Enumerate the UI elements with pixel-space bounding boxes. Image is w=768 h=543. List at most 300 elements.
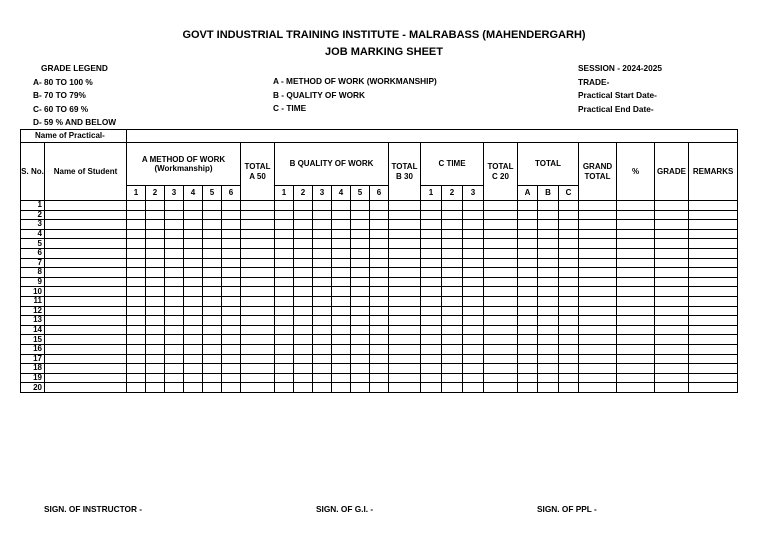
mark-cell[interactable] [127,268,146,278]
mark-cell[interactable] [389,277,421,287]
mark-cell[interactable] [184,201,203,211]
mark-cell[interactable] [332,239,351,249]
mark-cell[interactable] [165,258,184,268]
mark-cell[interactable] [421,296,442,306]
mark-cell[interactable] [484,373,518,383]
mark-cell[interactable] [146,268,165,278]
mark-cell[interactable] [146,277,165,287]
mark-cell[interactable] [421,306,442,316]
mark-cell[interactable] [442,354,463,364]
mark-cell[interactable] [294,239,313,249]
mark-cell[interactable] [184,306,203,316]
mark-cell[interactable] [463,296,484,306]
mark-cell[interactable] [617,344,655,354]
mark-cell[interactable] [463,306,484,316]
mark-cell[interactable] [127,296,146,306]
mark-cell[interactable] [313,239,332,249]
mark-cell[interactable] [146,335,165,345]
mark-cell[interactable] [655,306,689,316]
mark-cell[interactable] [538,268,559,278]
mark-cell[interactable] [421,229,442,239]
mark-cell[interactable] [617,258,655,268]
mark-cell[interactable] [518,325,538,335]
mark-cell[interactable] [559,364,579,374]
mark-cell[interactable] [463,373,484,383]
mark-cell[interactable] [518,316,538,326]
mark-cell[interactable] [538,373,559,383]
mark-cell[interactable] [689,229,738,239]
mark-cell[interactable] [484,296,518,306]
mark-cell[interactable] [370,364,389,374]
mark-cell[interactable] [351,248,370,258]
mark-cell[interactable] [579,325,617,335]
mark-cell[interactable] [275,316,294,326]
mark-cell[interactable] [655,335,689,345]
mark-cell[interactable] [184,373,203,383]
mark-cell[interactable] [184,383,203,393]
mark-cell[interactable] [313,316,332,326]
mark-cell[interactable] [463,364,484,374]
student-name-cell[interactable] [45,248,127,258]
mark-cell[interactable] [203,306,222,316]
mark-cell[interactable] [579,268,617,278]
mark-cell[interactable] [389,306,421,316]
mark-cell[interactable] [146,239,165,249]
mark-cell[interactable] [655,210,689,220]
mark-cell[interactable] [146,316,165,326]
mark-cell[interactable] [332,201,351,211]
mark-cell[interactable] [275,268,294,278]
mark-cell[interactable] [275,287,294,297]
mark-cell[interactable] [370,248,389,258]
mark-cell[interactable] [275,248,294,258]
mark-cell[interactable] [518,239,538,249]
mark-cell[interactable] [351,364,370,374]
mark-cell[interactable] [463,210,484,220]
mark-cell[interactable] [275,335,294,345]
mark-cell[interactable] [241,239,275,249]
student-name-cell[interactable] [45,296,127,306]
mark-cell[interactable] [421,373,442,383]
mark-cell[interactable] [559,344,579,354]
mark-cell[interactable] [518,258,538,268]
mark-cell[interactable] [442,229,463,239]
mark-cell[interactable] [689,220,738,230]
mark-cell[interactable] [184,296,203,306]
mark-cell[interactable] [617,354,655,364]
mark-cell[interactable] [332,268,351,278]
mark-cell[interactable] [617,287,655,297]
mark-cell[interactable] [538,364,559,374]
mark-cell[interactable] [538,277,559,287]
mark-cell[interactable] [370,335,389,345]
mark-cell[interactable] [184,354,203,364]
mark-cell[interactable] [538,248,559,258]
mark-cell[interactable] [351,201,370,211]
mark-cell[interactable] [294,296,313,306]
mark-cell[interactable] [222,229,241,239]
mark-cell[interactable] [421,335,442,345]
mark-cell[interactable] [689,248,738,258]
mark-cell[interactable] [579,287,617,297]
student-name-cell[interactable] [45,277,127,287]
mark-cell[interactable] [203,373,222,383]
mark-cell[interactable] [203,210,222,220]
mark-cell[interactable] [421,248,442,258]
mark-cell[interactable] [351,277,370,287]
mark-cell[interactable] [518,277,538,287]
mark-cell[interactable] [389,354,421,364]
mark-cell[interactable] [518,220,538,230]
mark-cell[interactable] [655,239,689,249]
student-name-cell[interactable] [45,210,127,220]
mark-cell[interactable] [241,383,275,393]
mark-cell[interactable] [538,325,559,335]
mark-cell[interactable] [463,383,484,393]
mark-cell[interactable] [689,287,738,297]
mark-cell[interactable] [222,325,241,335]
mark-cell[interactable] [463,268,484,278]
mark-cell[interactable] [203,220,222,230]
mark-cell[interactable] [389,210,421,220]
mark-cell[interactable] [184,325,203,335]
mark-cell[interactable] [332,287,351,297]
mark-cell[interactable] [538,306,559,316]
mark-cell[interactable] [655,344,689,354]
mark-cell[interactable] [579,239,617,249]
mark-cell[interactable] [370,287,389,297]
mark-cell[interactable] [389,229,421,239]
mark-cell[interactable] [184,316,203,326]
mark-cell[interactable] [463,335,484,345]
student-name-cell[interactable] [45,354,127,364]
mark-cell[interactable] [484,306,518,316]
mark-cell[interactable] [389,335,421,345]
mark-cell[interactable] [241,296,275,306]
mark-cell[interactable] [421,344,442,354]
mark-cell[interactable] [275,354,294,364]
student-name-cell[interactable] [45,220,127,230]
mark-cell[interactable] [294,220,313,230]
mark-cell[interactable] [351,316,370,326]
mark-cell[interactable] [518,287,538,297]
mark-cell[interactable] [370,296,389,306]
mark-cell[interactable] [559,258,579,268]
mark-cell[interactable] [389,287,421,297]
mark-cell[interactable] [146,201,165,211]
mark-cell[interactable] [165,229,184,239]
mark-cell[interactable] [222,277,241,287]
mark-cell[interactable] [559,373,579,383]
mark-cell[interactable] [146,383,165,393]
mark-cell[interactable] [463,229,484,239]
mark-cell[interactable] [442,258,463,268]
mark-cell[interactable] [222,268,241,278]
mark-cell[interactable] [579,383,617,393]
mark-cell[interactable] [617,201,655,211]
mark-cell[interactable] [421,364,442,374]
mark-cell[interactable] [689,239,738,249]
mark-cell[interactable] [518,306,538,316]
mark-cell[interactable] [313,306,332,316]
mark-cell[interactable] [655,287,689,297]
mark-cell[interactable] [579,220,617,230]
student-name-cell[interactable] [45,201,127,211]
mark-cell[interactable] [370,354,389,364]
mark-cell[interactable] [370,258,389,268]
mark-cell[interactable] [463,325,484,335]
mark-cell[interactable] [559,316,579,326]
mark-cell[interactable] [617,383,655,393]
mark-cell[interactable] [241,229,275,239]
mark-cell[interactable] [442,364,463,374]
mark-cell[interactable] [421,325,442,335]
mark-cell[interactable] [689,335,738,345]
mark-cell[interactable] [313,354,332,364]
mark-cell[interactable] [165,201,184,211]
mark-cell[interactable] [241,373,275,383]
mark-cell[interactable] [579,364,617,374]
mark-cell[interactable] [463,354,484,364]
mark-cell[interactable] [184,239,203,249]
mark-cell[interactable] [313,296,332,306]
mark-cell[interactable] [689,325,738,335]
mark-cell[interactable] [689,344,738,354]
mark-cell[interactable] [332,335,351,345]
mark-cell[interactable] [241,335,275,345]
mark-cell[interactable] [127,210,146,220]
mark-cell[interactable] [222,383,241,393]
mark-cell[interactable] [421,287,442,297]
mark-cell[interactable] [442,210,463,220]
mark-cell[interactable] [463,220,484,230]
mark-cell[interactable] [655,316,689,326]
mark-cell[interactable] [484,229,518,239]
mark-cell[interactable] [241,364,275,374]
mark-cell[interactable] [655,373,689,383]
mark-cell[interactable] [617,335,655,345]
mark-cell[interactable] [538,210,559,220]
mark-cell[interactable] [184,229,203,239]
mark-cell[interactable] [222,287,241,297]
mark-cell[interactable] [421,210,442,220]
mark-cell[interactable] [389,344,421,354]
mark-cell[interactable] [484,201,518,211]
mark-cell[interactable] [241,210,275,220]
mark-cell[interactable] [389,258,421,268]
mark-cell[interactable] [332,210,351,220]
mark-cell[interactable] [579,201,617,211]
mark-cell[interactable] [351,268,370,278]
mark-cell[interactable] [184,277,203,287]
mark-cell[interactable] [559,306,579,316]
mark-cell[interactable] [275,344,294,354]
mark-cell[interactable] [579,306,617,316]
mark-cell[interactable] [655,325,689,335]
mark-cell[interactable] [442,287,463,297]
mark-cell[interactable] [463,248,484,258]
mark-cell[interactable] [579,258,617,268]
mark-cell[interactable] [463,277,484,287]
mark-cell[interactable] [442,201,463,211]
mark-cell[interactable] [351,210,370,220]
mark-cell[interactable] [127,258,146,268]
mark-cell[interactable] [241,277,275,287]
mark-cell[interactable] [203,277,222,287]
mark-cell[interactable] [484,344,518,354]
mark-cell[interactable] [617,268,655,278]
mark-cell[interactable] [275,325,294,335]
mark-cell[interactable] [294,364,313,374]
mark-cell[interactable] [617,220,655,230]
mark-cell[interactable] [184,268,203,278]
mark-cell[interactable] [370,220,389,230]
mark-cell[interactable] [127,220,146,230]
mark-cell[interactable] [313,383,332,393]
mark-cell[interactable] [165,268,184,278]
mark-cell[interactable] [275,258,294,268]
mark-cell[interactable] [332,220,351,230]
mark-cell[interactable] [484,325,518,335]
mark-cell[interactable] [579,210,617,220]
mark-cell[interactable] [559,268,579,278]
mark-cell[interactable] [538,296,559,306]
mark-cell[interactable] [617,364,655,374]
mark-cell[interactable] [655,248,689,258]
mark-cell[interactable] [689,383,738,393]
mark-cell[interactable] [559,220,579,230]
mark-cell[interactable] [275,201,294,211]
mark-cell[interactable] [370,210,389,220]
mark-cell[interactable] [165,383,184,393]
mark-cell[interactable] [559,296,579,306]
mark-cell[interactable] [559,210,579,220]
mark-cell[interactable] [689,316,738,326]
mark-cell[interactable] [222,344,241,354]
mark-cell[interactable] [332,258,351,268]
mark-cell[interactable] [127,344,146,354]
mark-cell[interactable] [127,364,146,374]
mark-cell[interactable] [294,316,313,326]
mark-cell[interactable] [294,344,313,354]
mark-cell[interactable] [518,373,538,383]
mark-cell[interactable] [313,220,332,230]
mark-cell[interactable] [127,373,146,383]
mark-cell[interactable] [146,306,165,316]
mark-cell[interactable] [389,296,421,306]
mark-cell[interactable] [275,277,294,287]
mark-cell[interactable] [146,373,165,383]
mark-cell[interactable] [146,229,165,239]
mark-cell[interactable] [313,210,332,220]
mark-cell[interactable] [538,354,559,364]
mark-cell[interactable] [275,220,294,230]
mark-cell[interactable] [275,296,294,306]
mark-cell[interactable] [165,210,184,220]
mark-cell[interactable] [165,354,184,364]
mark-cell[interactable] [351,354,370,364]
mark-cell[interactable] [421,268,442,278]
mark-cell[interactable] [442,335,463,345]
mark-cell[interactable] [146,325,165,335]
mark-cell[interactable] [655,258,689,268]
mark-cell[interactable] [559,383,579,393]
mark-cell[interactable] [146,354,165,364]
student-name-cell[interactable] [45,316,127,326]
mark-cell[interactable] [203,201,222,211]
mark-cell[interactable] [351,325,370,335]
mark-cell[interactable] [389,201,421,211]
mark-cell[interactable] [655,268,689,278]
mark-cell[interactable] [184,364,203,374]
mark-cell[interactable] [389,325,421,335]
student-name-cell[interactable] [45,239,127,249]
mark-cell[interactable] [689,296,738,306]
mark-cell[interactable] [689,354,738,364]
mark-cell[interactable] [421,258,442,268]
mark-cell[interactable] [370,373,389,383]
mark-cell[interactable] [442,296,463,306]
mark-cell[interactable] [421,239,442,249]
mark-cell[interactable] [184,335,203,345]
mark-cell[interactable] [617,373,655,383]
mark-cell[interactable] [351,306,370,316]
mark-cell[interactable] [203,296,222,306]
mark-cell[interactable] [655,229,689,239]
mark-cell[interactable] [165,306,184,316]
mark-cell[interactable] [294,248,313,258]
mark-cell[interactable] [127,306,146,316]
mark-cell[interactable] [538,258,559,268]
mark-cell[interactable] [389,248,421,258]
mark-cell[interactable] [484,210,518,220]
mark-cell[interactable] [184,287,203,297]
mark-cell[interactable] [655,220,689,230]
student-name-cell[interactable] [45,306,127,316]
mark-cell[interactable] [222,201,241,211]
mark-cell[interactable] [165,373,184,383]
mark-cell[interactable] [518,383,538,393]
mark-cell[interactable] [538,335,559,345]
mark-cell[interactable] [389,364,421,374]
mark-cell[interactable] [275,239,294,249]
mark-cell[interactable] [484,239,518,249]
mark-cell[interactable] [165,296,184,306]
mark-cell[interactable] [538,239,559,249]
mark-cell[interactable] [518,229,538,239]
mark-cell[interactable] [559,287,579,297]
mark-cell[interactable] [203,344,222,354]
mark-cell[interactable] [689,201,738,211]
mark-cell[interactable] [518,268,538,278]
mark-cell[interactable] [518,296,538,306]
mark-cell[interactable] [294,306,313,316]
mark-cell[interactable] [518,210,538,220]
mark-cell[interactable] [484,258,518,268]
mark-cell[interactable] [689,364,738,374]
mark-cell[interactable] [313,325,332,335]
mark-cell[interactable] [222,364,241,374]
mark-cell[interactable] [146,344,165,354]
mark-cell[interactable] [655,296,689,306]
mark-cell[interactable] [294,287,313,297]
mark-cell[interactable] [689,373,738,383]
mark-cell[interactable] [579,248,617,258]
mark-cell[interactable] [313,277,332,287]
mark-cell[interactable] [655,201,689,211]
mark-cell[interactable] [617,296,655,306]
mark-cell[interactable] [203,287,222,297]
